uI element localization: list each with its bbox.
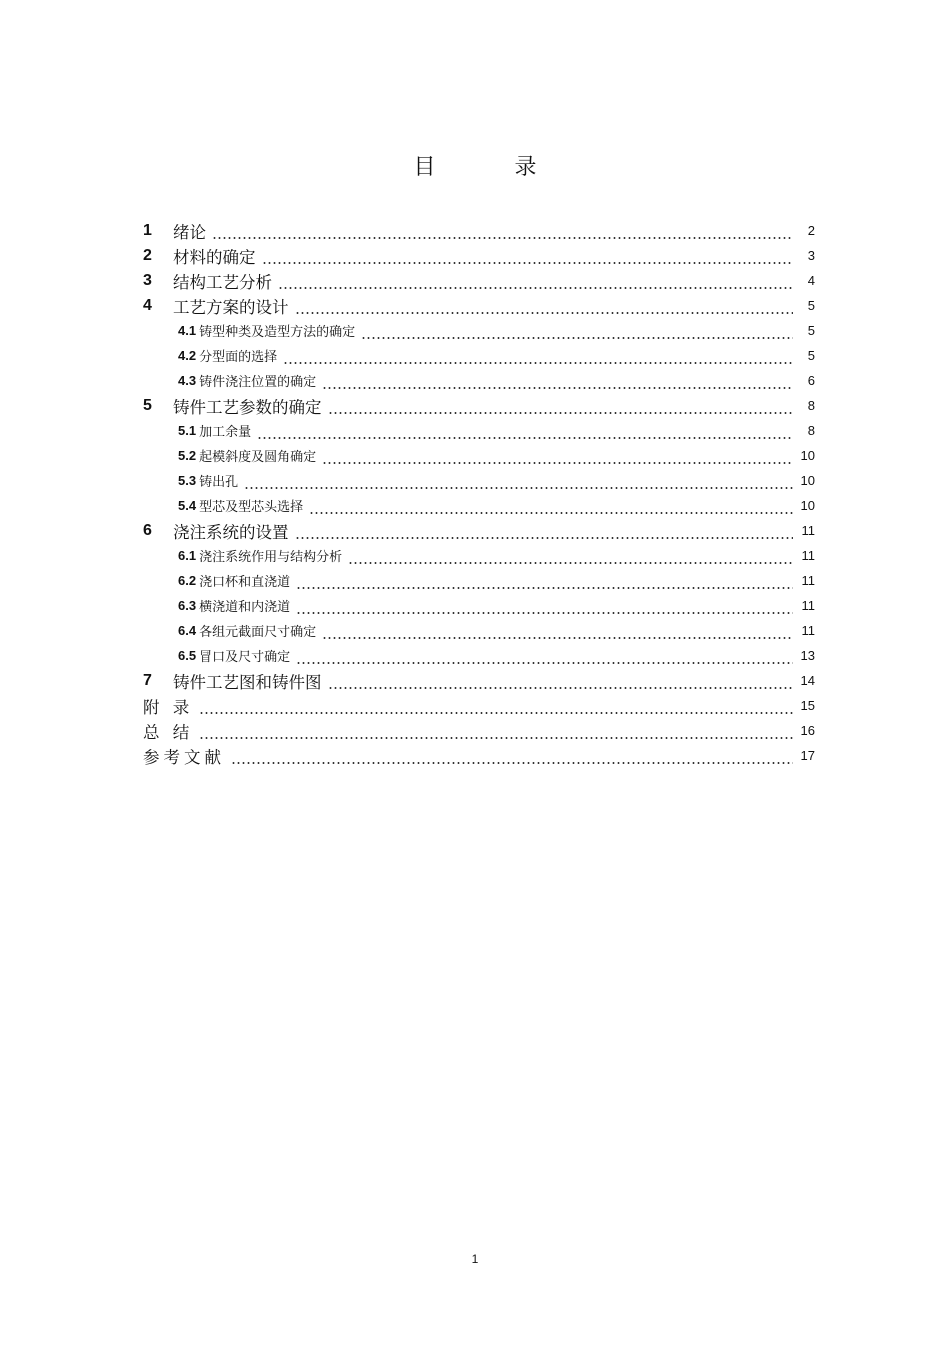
dot-leader — [199, 726, 793, 740]
toc-entry-label: 材料的确定 — [173, 247, 256, 267]
page-number: 1 — [471, 1252, 479, 1266]
dot-leader — [328, 676, 794, 690]
toc-entry[interactable] — [143, 693, 815, 718]
toc-entry[interactable] — [143, 243, 815, 268]
toc-entry[interactable] — [143, 493, 815, 518]
toc-entry-label: 铸件浇注位置的确定 — [199, 375, 317, 390]
dot-leader — [322, 376, 793, 390]
toc-entry-page: 14 — [800, 673, 815, 688]
toc-entry[interactable] — [143, 318, 815, 343]
toc-entry-label: 工艺方案的设计 — [173, 297, 289, 317]
toc-entry-page: 11 — [801, 523, 815, 538]
toc-entry-page: 10 — [800, 498, 815, 513]
dot-leader — [278, 276, 793, 290]
toc-entry-label: 浇注系统的设置 — [173, 522, 289, 542]
toc-entry[interactable] — [143, 268, 815, 293]
toc-entry-page: 3 — [807, 248, 815, 263]
toc-entry[interactable] — [143, 568, 815, 593]
dot-leader — [244, 476, 793, 490]
toc-entry-number: 6.4 — [178, 623, 197, 638]
toc-entry-page: 5 — [807, 298, 815, 313]
toc-entry-page: 11 — [801, 598, 815, 613]
dot-leader — [296, 601, 793, 615]
dot-leader — [257, 426, 793, 440]
toc-entry-label: 横浇道和内浇道 — [199, 600, 291, 615]
toc-entry-number: 5.4 — [178, 498, 197, 513]
dot-leader — [283, 351, 793, 365]
toc-entry-number: 4 — [143, 296, 152, 314]
toc-entry-label: 冒口及尺寸确定 — [199, 650, 291, 665]
toc-entry-number: 5.3 — [178, 473, 197, 488]
dot-leader — [296, 576, 793, 590]
toc-entry-number: 6.1 — [178, 548, 197, 563]
toc-entry[interactable] — [143, 418, 815, 443]
dot-leader — [199, 701, 793, 715]
page-title: 目 录 — [413, 155, 573, 180]
toc-entry-label: 铸件工艺参数的确定 — [173, 397, 322, 417]
dot-leader — [309, 501, 793, 515]
toc-entry-page: 17 — [800, 748, 815, 763]
dot-leader — [231, 751, 793, 765]
toc-entry[interactable] — [143, 593, 815, 618]
dot-leader — [322, 451, 793, 465]
toc-entry-page: 5 — [807, 323, 815, 338]
toc-entry-number: 5 — [143, 396, 152, 414]
toc-entry-number: 4.1 — [178, 323, 197, 338]
table-of-contents — [143, 218, 815, 768]
toc-entry-label: 浇注系统作用与结构分析 — [199, 550, 343, 565]
toc-entry[interactable] — [143, 293, 815, 318]
toc-entry-label: 铸出孔 — [199, 475, 239, 490]
toc-entry-label: 总 结 — [143, 722, 194, 742]
toc-entry-label: 分型面的选择 — [199, 350, 278, 365]
toc-entry-page: 11 — [801, 548, 815, 563]
toc-entry[interactable] — [143, 718, 815, 743]
toc-entry[interactable] — [143, 618, 815, 643]
dot-leader — [322, 626, 793, 640]
toc-entry-number: 2 — [143, 246, 152, 264]
toc-entry-page: 8 — [807, 423, 815, 438]
toc-entry[interactable] — [143, 468, 815, 493]
toc-entry-label: 浇口杯和直浇道 — [199, 575, 291, 590]
toc-entry-number: 4.3 — [178, 373, 197, 388]
toc-entry-number: 6 — [143, 521, 152, 539]
toc-entry-label: 绪论 — [173, 222, 206, 242]
toc-entry-number: 6.5 — [178, 648, 197, 663]
toc-entry-number: 3 — [143, 271, 152, 289]
dot-leader — [296, 651, 793, 665]
toc-entry[interactable] — [143, 743, 815, 768]
dot-leader — [262, 251, 794, 265]
toc-entry-page: 16 — [800, 723, 815, 738]
dot-leader — [348, 551, 793, 565]
dot-leader — [295, 301, 794, 315]
toc-entry-label: 各组元截面尺寸确定 — [199, 625, 317, 640]
toc-entry-number: 1 — [143, 221, 152, 239]
toc-entry[interactable] — [143, 218, 815, 243]
toc-entry-page: 13 — [800, 648, 815, 663]
toc-entry-page: 10 — [800, 473, 815, 488]
toc-entry-page: 11 — [801, 573, 815, 588]
toc-entry-label: 起模斜度及圆角确定 — [199, 450, 317, 465]
toc-entry[interactable] — [143, 643, 815, 668]
toc-entry-label: 结构工艺分析 — [173, 272, 272, 292]
dot-leader — [295, 526, 794, 540]
toc-entry-page: 5 — [807, 348, 815, 363]
toc-entry-number: 5.2 — [178, 448, 197, 463]
dot-leader — [328, 401, 794, 415]
toc-entry-label: 铸型种类及造型方法的确定 — [199, 325, 356, 340]
toc-entry-page: 8 — [807, 398, 815, 413]
toc-entry-number: 4.2 — [178, 348, 197, 363]
toc-entry[interactable] — [143, 518, 815, 543]
toc-entry-label: 附 录 — [143, 697, 194, 717]
toc-entry-number: 7 — [143, 671, 152, 689]
toc-entry[interactable] — [143, 443, 815, 468]
toc-entry-number: 5.1 — [178, 423, 197, 438]
toc-entry-label: 参考文献 — [143, 747, 225, 767]
toc-entry[interactable] — [143, 668, 815, 693]
toc-entry-page: 10 — [800, 448, 815, 463]
toc-entry[interactable] — [143, 393, 815, 418]
toc-entry[interactable] — [143, 543, 815, 568]
toc-entry-page: 2 — [807, 223, 815, 238]
toc-entry-number: 6.2 — [178, 573, 197, 588]
toc-entry[interactable] — [143, 368, 815, 393]
toc-entry-page: 11 — [801, 623, 815, 638]
dot-leader — [361, 326, 793, 340]
toc-entry-page: 6 — [807, 373, 815, 388]
toc-entry-number: 6.3 — [178, 598, 197, 613]
toc-entry[interactable] — [143, 343, 815, 368]
dot-leader — [212, 226, 793, 240]
toc-entry-label: 型芯及型芯头选择 — [199, 500, 304, 515]
toc-entry-label: 加工余量 — [199, 425, 252, 440]
toc-entry-page: 15 — [800, 698, 815, 713]
toc-entry-label: 铸件工艺图和铸件图 — [173, 672, 322, 692]
toc-entry-page: 4 — [807, 273, 815, 288]
